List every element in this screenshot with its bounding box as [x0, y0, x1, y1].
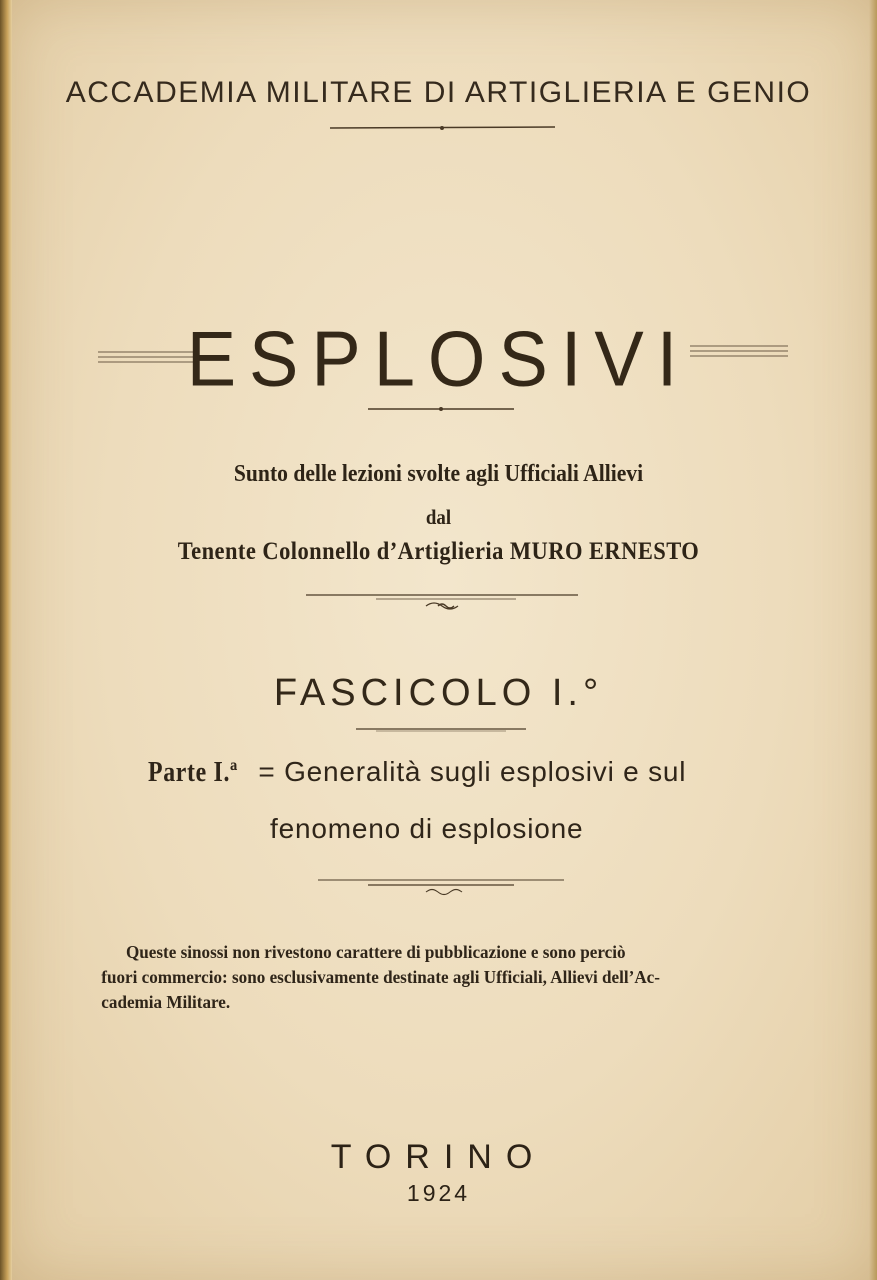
- notice-line-1: Queste sinossi non rivestono carattere di pubblicazione e sono perciò: [126, 942, 626, 962]
- parte-label: Parte I.ª: [148, 757, 238, 788]
- parte-heading: [148, 756, 686, 789]
- institution-header: ACCADEMIA MILITARE DI ARTIGLIERIA E GENIO: [65, 76, 812, 109]
- page-edge-shadow: [869, 0, 877, 1280]
- title-underline-ornament: [368, 403, 518, 415]
- parte-title-line-1: Generalità sugli esplosivi e sul: [284, 756, 687, 787]
- parte-separator: =: [249, 756, 285, 787]
- notice-line-3: cademia Militare.: [101, 992, 231, 1012]
- author-rule-ornament: [306, 590, 586, 614]
- parte-rule-ornament: [318, 876, 568, 898]
- page-title: ESPLOSIVI: [186, 314, 691, 403]
- subtitle-line-1: Sunto delle lezioni svolte agli Ufficiali Allievi: [233, 461, 644, 487]
- header-rule-ornament: [330, 122, 560, 134]
- subtitle-line-2: dal: [425, 505, 452, 529]
- notice-line-2: fuori commercio: sono esclusivamente destinate agli Ufficiali, Allievi dell’Ac-: [101, 967, 660, 987]
- author-line: Tenente Colonnello d’Artiglieria MURO ERNESTO: [177, 538, 700, 565]
- fascicolo-label: FASCICOLO I.°: [273, 672, 604, 714]
- fascicolo-rule-ornament: [356, 724, 531, 734]
- parte-title-line-2: fenomeno di esplosione: [270, 813, 584, 844]
- distribution-notice: [101, 940, 791, 1015]
- imprint-city: TORINO: [330, 1138, 547, 1176]
- book-page: [10, 0, 877, 1280]
- binding-edge: [0, 0, 12, 1280]
- imprint-year: 1924: [406, 1180, 471, 1206]
